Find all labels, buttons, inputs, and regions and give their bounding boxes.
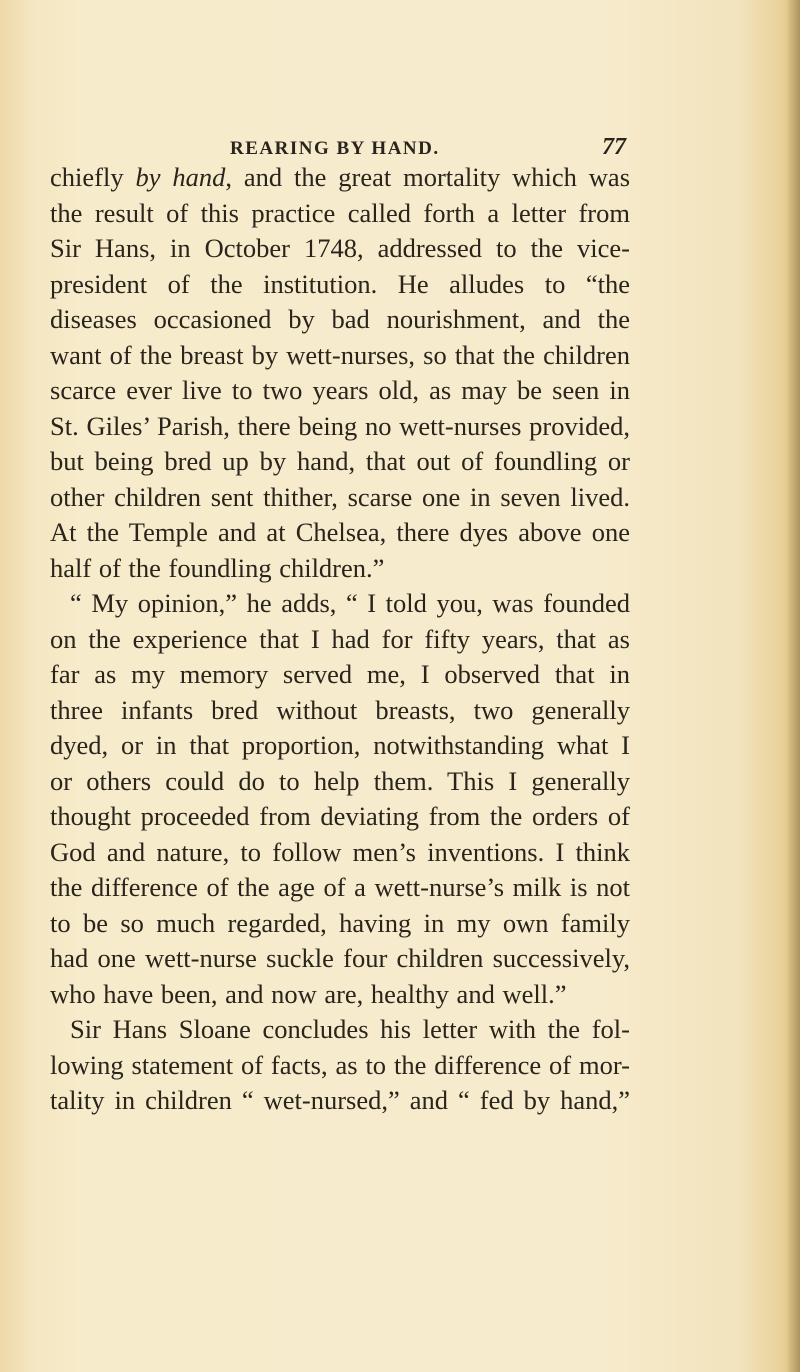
page-edge-shadow — [786, 0, 800, 1372]
text-line: chiefly by hand, and the great mortality which was — [50, 162, 631, 192]
text-line: lowing statement of facts, as to the difference of mor- — [50, 1049, 630, 1080]
emphasis-by-hand: by hand — [135, 162, 226, 192]
running-head-title: REARING BY HAND. — [230, 138, 440, 159]
text-line: dyed, or in that proportion, notwithstanding what I — [50, 730, 630, 760]
text-line: want of the breast by wett-nurses, so that the children — [50, 339, 630, 370]
text-line: St. Giles’ Parish, there being no wett-nurses provided, — [50, 410, 630, 441]
text-line: Sir Hans Sloane concludes his letter with the fol- — [70, 1014, 630, 1044]
text-line: president of the institution. He alludes to “the — [50, 268, 630, 299]
text-line: on the experience that I had for fifty years, that as — [50, 623, 630, 654]
text-line: diseases occasioned by bad nourishment, and the — [50, 304, 630, 334]
text-line: but being bred up by hand, that out of foundling or — [50, 446, 630, 476]
text-line: tality in children “ wet-nursed,” and “ fed by hand,” — [50, 1085, 630, 1115]
text-line: the result of this practice called forth a letter from — [50, 197, 630, 228]
text-line: to be so much regarded, having in my own family — [50, 907, 630, 938]
text-line: half of the foundling children.” — [50, 552, 385, 583]
text-line: Sir Hans, in October 1748, addressed to the vice- — [50, 233, 630, 263]
text-line: At the Temple and at Chelsea, there dyes above one — [50, 517, 630, 547]
text-line: had one wett-nurse suckle four children successively, — [50, 943, 630, 973]
text-line: God and nature, to follow men’s inventions. I think — [50, 836, 630, 867]
text-line: the difference of the age of a wett-nurse’s milk is not — [50, 872, 630, 902]
text-line: or others could do to help them. This I generally — [50, 765, 630, 796]
text-line: “ My opinion,” he adds, “ I told you, was founded — [70, 588, 630, 618]
body-text — [50, 160, 630, 1119]
text-line: thought proceeded from deviating from the orders of — [50, 801, 630, 831]
text-line: who have been, and now are, healthy and well.” — [50, 978, 567, 1009]
text-line: three infants bred without breasts, two generally — [50, 694, 630, 725]
text-line: far as my memory served me, I observed that in — [50, 659, 630, 689]
page-number: 77 — [602, 134, 626, 160]
text-line: scarce ever live to two years old, as may be seen in — [50, 375, 630, 405]
text-line: other children sent thither, scarse one in seven lived. — [50, 481, 630, 512]
